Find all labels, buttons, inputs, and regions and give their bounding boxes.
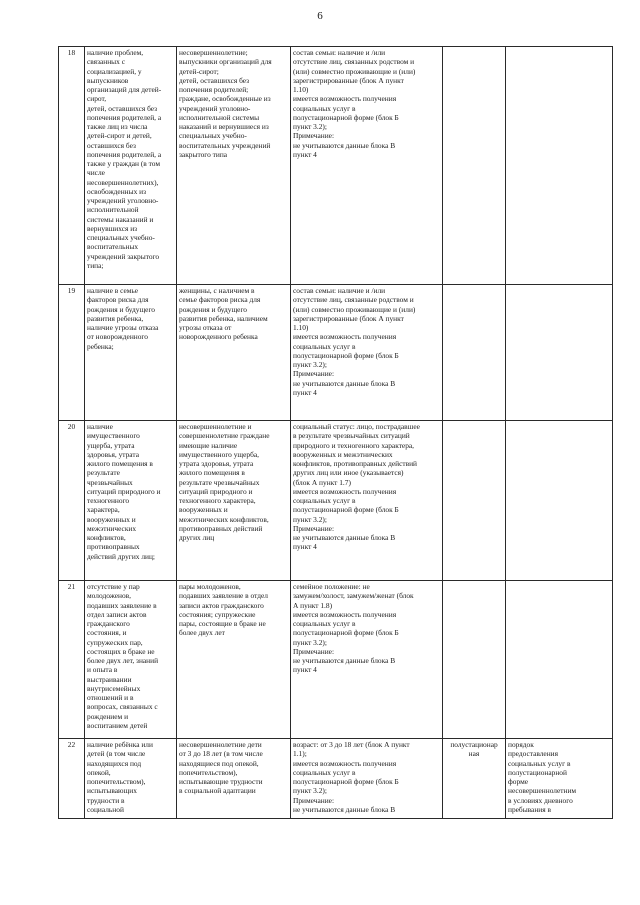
- cell-recipients: [177, 581, 291, 739]
- cell-line: 1.10): [293, 85, 309, 94]
- cell-line: молодоженов,: [87, 591, 131, 601]
- cell-line: несовершеннолетние дети: [179, 740, 262, 749]
- cell-line: в условиях дневного: [508, 795, 573, 805]
- cell-line: несовершеннолетние и: [179, 422, 252, 431]
- cell-line: 1.10): [293, 323, 309, 332]
- cell-line: факторов риска для: [87, 295, 149, 305]
- cell-line: выстраивании: [87, 674, 132, 684]
- cell-line: имеется возможность получения: [293, 609, 397, 619]
- cell-line: характера,: [87, 505, 120, 515]
- cell-line: социальной: [87, 804, 124, 814]
- cell-line: Примечание:: [293, 369, 335, 379]
- cell-line: пункт 3.2);: [293, 637, 327, 647]
- cell-line: имеется возможность получения: [293, 94, 397, 104]
- row-number: 19: [59, 285, 85, 421]
- cell-line: жилого помещения в: [179, 468, 245, 478]
- cell-criteria: [291, 739, 443, 819]
- cell-form: [443, 47, 506, 285]
- cell-line: несовершеннолетние;: [179, 48, 248, 57]
- cell-criteria: [291, 421, 443, 581]
- cell-line: других лиц: [179, 533, 215, 542]
- cell-line: попечения родителей;: [179, 85, 249, 94]
- cell-line: (или) совместно проживающие и (или): [293, 66, 416, 76]
- row-number: 21: [59, 581, 85, 739]
- cell-line: детей-сирот и детей,: [87, 131, 152, 141]
- cell-problem: [85, 581, 177, 739]
- table-row: [59, 47, 613, 285]
- cell-line: несовершеннолетним: [508, 786, 577, 796]
- cell-procedure: [506, 581, 613, 739]
- cell-line: попечительством),: [179, 767, 238, 777]
- cell-line: пункт 4: [293, 542, 317, 552]
- cell-line: полустационарной форме (блок Б: [293, 505, 399, 515]
- cell-line: пункт 3.2);: [293, 786, 327, 796]
- cell-line: специальных учебно-: [179, 131, 247, 141]
- cell-line: форме: [508, 777, 529, 786]
- cell-line: числе: [87, 168, 105, 178]
- cell-line: состояния, и: [87, 628, 127, 638]
- table-row: [59, 739, 613, 819]
- cell-line: ущерба, утрата: [87, 440, 135, 450]
- cell-line: попечения родителей, а: [87, 112, 162, 122]
- cell-line: межэтнических: [87, 523, 137, 533]
- cell-line: чрезвычайных: [87, 477, 133, 487]
- cell-line: и опыта в: [87, 665, 118, 675]
- cell-line: пары, состоящие в браке не: [179, 619, 266, 628]
- cell-line: имеется возможность получения: [293, 332, 397, 342]
- cell-line: социальных услуг в: [293, 496, 356, 505]
- cell-line: полустационарной форме (блок Б: [293, 628, 399, 638]
- cell-line: действий других лиц;: [87, 551, 155, 561]
- cell-line: техногенного: [87, 496, 130, 505]
- cell-line: не учитываются данные блока В: [293, 656, 396, 665]
- cell-line: здоровья, утрата: [87, 449, 139, 459]
- cell-line: развития ребенка, наличием: [179, 313, 268, 323]
- cell-line: более двух лет, знаний: [87, 656, 159, 665]
- cell-line: пребывания в: [508, 804, 551, 814]
- cell-line: Примечание:: [293, 646, 335, 656]
- table-row: [59, 421, 613, 581]
- cell-line: социальных услуг в: [293, 767, 356, 777]
- cell-line: вооруженных и межэтнических: [293, 449, 393, 459]
- cell-line: рождением и: [87, 711, 129, 721]
- cell-line: имеющие наличие: [179, 440, 238, 450]
- cell-line: детей, оставшихся без: [87, 103, 158, 113]
- cell-line: ситуаций природного и: [179, 486, 253, 496]
- cell-line: противоправных: [87, 542, 140, 552]
- row-number: 18: [59, 47, 85, 285]
- cell-line: вооруженных и: [87, 514, 136, 524]
- cell-procedure: [506, 47, 613, 285]
- cell-line: (или) совместно проживающие и (или): [293, 304, 416, 314]
- cell-line: вооруженных и: [179, 505, 228, 515]
- cell-line: имущественного: [87, 431, 140, 441]
- cell-line: пункт 3.2);: [293, 514, 327, 524]
- cell-form: [443, 739, 506, 819]
- cell-line: вернувшихся из: [87, 223, 138, 233]
- cell-line: пункт 4: [293, 665, 317, 675]
- cell-line: пункт 3.2);: [293, 122, 327, 131]
- cell-line: оставшихся без: [87, 140, 136, 150]
- cell-line: новорожденного ребенка: [179, 332, 258, 342]
- cell-line: противоправных действий: [179, 523, 263, 533]
- cell-line: подавших заявление в отдел: [179, 591, 268, 601]
- cell-line: Примечание:: [293, 131, 335, 141]
- cell-line: социальных услуг в: [293, 341, 356, 351]
- cell-recipients: [177, 285, 291, 421]
- cell-line: исполнительной: [87, 205, 139, 215]
- cell-problem: [85, 285, 177, 421]
- cell-line: отсутствие лиц, связанных родством и: [293, 57, 415, 67]
- cell-line: типа;: [87, 260, 104, 270]
- cell-line: предоставления: [508, 749, 559, 759]
- cell-line: закрытого типа: [179, 149, 228, 159]
- cell-line: также у граждан (в том: [87, 159, 160, 168]
- table-row: [59, 581, 613, 739]
- cell-line: 1.1);: [293, 749, 307, 759]
- cell-line: граждане, освобожденные из: [179, 94, 271, 104]
- cell-line: испытывающие трудности: [179, 777, 263, 786]
- cell-line: полустационарной форме (блок Б: [293, 777, 399, 786]
- cell-line: состав семьи: наличие и /или: [293, 48, 386, 57]
- cell-line: пары молодоженов,: [179, 582, 241, 591]
- cell-line: замужем/холост, замужем/женат (блок: [293, 591, 414, 601]
- cell-form: [443, 581, 506, 739]
- cell-recipients: [177, 421, 291, 581]
- cell-line: зарегистрированные (блок А пункт: [293, 313, 404, 323]
- cell-line: наличие проблем,: [87, 48, 144, 57]
- cell-line: в социальной адаптации: [179, 786, 256, 796]
- cell-line: внутрисемейных: [87, 683, 141, 693]
- cell-line: системы наказаний и: [87, 214, 154, 224]
- cell-recipients: [177, 739, 291, 819]
- cell-line: вопросах, связанных с: [87, 702, 158, 712]
- cell-line: наличие угрозы отказа: [87, 323, 159, 332]
- page-number: 6: [317, 10, 323, 22]
- cell-line: природного и техногенного характера,: [293, 440, 415, 450]
- cell-line: опекой,: [87, 767, 111, 777]
- cell-line: подавших заявление в: [87, 600, 157, 610]
- cell-line: конфликтов, противоправных действий: [293, 459, 417, 468]
- cell-line: социальный статус: лицо, пострадавшее: [293, 422, 420, 431]
- cell-line: наличие ребёнка или: [87, 740, 153, 749]
- cell-line: результате чрезвычайных: [179, 477, 260, 487]
- cell-line: (блок А пункт 1.7): [293, 477, 351, 487]
- cell-line: Примечание:: [293, 795, 335, 805]
- cell-line: зарегистрированные (блок А пункт: [293, 75, 404, 85]
- cell-line: порядок: [508, 740, 534, 749]
- cell-line: состояния; супружеские: [179, 609, 256, 619]
- cell-line: также лиц из числа: [87, 122, 148, 131]
- cell-line: Примечание:: [293, 523, 335, 533]
- cell-line: семье факторов риска для: [179, 295, 261, 305]
- cell-line: угрозы отказа от: [179, 323, 232, 332]
- cell-line: социализацией, у: [87, 66, 142, 76]
- cell-line: состоящих в браке не: [87, 646, 155, 656]
- cell-line: не учитываются данные блока В: [293, 533, 396, 542]
- cell-line: женщины, с наличием в: [179, 286, 255, 295]
- cell-line: не учитываются данные блока В: [293, 804, 396, 814]
- cell-criteria: [291, 285, 443, 421]
- cell-procedure: [506, 421, 613, 581]
- cell-line: рождения и будущего: [179, 304, 247, 314]
- cell-line: детей-сирот;: [179, 66, 219, 76]
- cell-line: пункт 3.2);: [293, 360, 327, 369]
- cell-line: социальных услуг в: [508, 758, 571, 768]
- cell-line: трудности в: [87, 795, 125, 805]
- cell-line: пункт 4: [293, 149, 317, 159]
- cell-line: воспитательных учреждений: [179, 140, 271, 150]
- cell-line: ребенка;: [87, 341, 114, 351]
- cell-line: ная: [468, 749, 480, 759]
- cell-line: несовершеннолетних),: [87, 177, 159, 187]
- cell-line: полустационарной: [508, 767, 567, 777]
- cell-line: А пункт 1.8): [293, 600, 333, 610]
- cell-line: социальных услуг в: [293, 619, 356, 628]
- cell-criteria: [291, 47, 443, 285]
- cell-line: развития ребенка,: [87, 313, 144, 323]
- cell-line: специальных учебно-: [87, 233, 155, 242]
- cell-line: возраст: от 3 до 18 лет (блок А пункт: [293, 740, 410, 749]
- cell-line: отсутствие лиц, связанные родством и: [293, 295, 414, 305]
- cell-problem: [85, 421, 177, 581]
- cell-criteria: [291, 581, 443, 739]
- cell-line: состав семьи: наличие и /или: [293, 286, 386, 295]
- cell-line: отсутствие у пар: [87, 582, 140, 591]
- cell-line: сирот,: [87, 94, 107, 104]
- cell-line: выпускников: [87, 75, 129, 85]
- cell-line: не учитываются данные блока В: [293, 140, 396, 150]
- cell-line: воспитанием детей: [87, 720, 148, 730]
- cell-line: попечения родителей, а: [87, 149, 162, 159]
- cell-line: жилого помещения в: [87, 459, 153, 468]
- cell-line: детей (в том числе: [87, 749, 146, 759]
- cell-line: воспитательных: [87, 242, 139, 252]
- cell-line: гражданского: [87, 619, 130, 628]
- cell-line: техногенного характера,: [179, 496, 256, 505]
- cell-recipients: [177, 47, 291, 285]
- cell-line: пункт 4: [293, 387, 317, 397]
- cell-line: рождения и будущего: [87, 304, 155, 314]
- cell-line: более двух лет: [179, 628, 225, 638]
- cell-line: исполнительной системы: [179, 112, 260, 122]
- cell-procedure: [506, 739, 613, 819]
- cell-line: не учитываются данные блока В: [293, 378, 396, 388]
- cell-line: находящиеся под опекой,: [179, 758, 259, 768]
- cell-line: учреждений уголовно-: [179, 103, 251, 113]
- cell-line: отношений и в: [87, 693, 134, 702]
- cell-line: других лиц или иное (указывается): [293, 468, 404, 478]
- cell-line: находящихся под: [87, 758, 142, 768]
- cell-line: супружеских пар,: [87, 637, 143, 647]
- cell-line: связанных с: [87, 57, 125, 67]
- cell-line: записи актов гражданского: [179, 600, 264, 610]
- cell-line: ситуаций природного и: [87, 486, 161, 496]
- cell-line: конфликтов,: [87, 533, 126, 542]
- cell-procedure: [506, 285, 613, 421]
- cell-line: наличие в семье: [87, 286, 139, 295]
- cell-problem: [85, 47, 177, 285]
- cell-line: организаций для детей-: [87, 85, 162, 94]
- cell-line: наличие: [87, 422, 113, 431]
- cell-line: от новорожденного: [87, 332, 148, 342]
- cell-line: наказаний и вернувшиеся из: [179, 122, 269, 131]
- cell-form: [443, 285, 506, 421]
- cell-line: социальных услуг в: [293, 103, 356, 113]
- cell-line: полустационар: [450, 740, 498, 749]
- cell-line: имеется возможность получения: [293, 758, 397, 768]
- row-number: 20: [59, 421, 85, 581]
- cell-line: испытывающих: [87, 786, 137, 796]
- cell-form: [443, 421, 506, 581]
- cell-line: семейное положение: не: [293, 582, 370, 591]
- cell-problem: [85, 739, 177, 819]
- cell-line: в результате чрезвычайных ситуаций: [293, 431, 410, 441]
- cell-line: утрата здоровья, утрата: [179, 459, 254, 468]
- cell-line: учреждений закрытого: [87, 251, 160, 261]
- cell-line: совершеннолетние граждане: [179, 431, 270, 441]
- document-table: [58, 46, 613, 819]
- cell-line: учреждений уголовно-: [87, 196, 159, 205]
- cell-line: межэтнических конфликтов,: [179, 514, 269, 524]
- cell-line: от 3 до 18 лет (в том числе: [179, 749, 263, 759]
- cell-line: полустационарной форме (блок Б: [293, 350, 399, 360]
- cell-line: попечительством),: [87, 777, 146, 786]
- row-number: 22: [59, 739, 85, 819]
- table-row: [59, 285, 613, 421]
- cell-line: имущественного ущерба,: [179, 449, 259, 459]
- cell-line: детей, оставшихся без: [179, 75, 250, 85]
- cell-line: имеется возможность получения: [293, 486, 397, 496]
- cell-line: освобожденных из: [87, 186, 147, 196]
- cell-line: полустационарной форме (блок Б: [293, 112, 399, 122]
- cell-line: результате: [87, 468, 120, 478]
- cell-line: выпускники организаций для: [179, 57, 272, 67]
- cell-line: отдел записи актов: [87, 609, 147, 619]
